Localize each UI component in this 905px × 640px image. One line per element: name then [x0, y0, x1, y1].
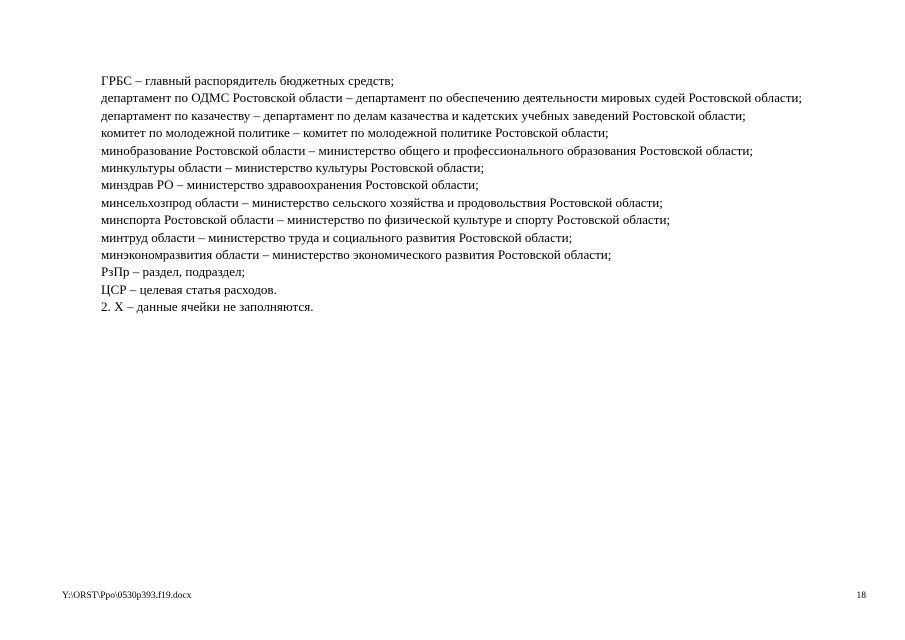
paragraph-grbs: ГРБС – главный распорядитель бюджетных средств; — [101, 73, 395, 88]
paragraph-rzpr: РзПр – раздел, подраздел; — [101, 264, 246, 280]
footer-page-number: 18 — [856, 591, 866, 601]
paragraph-minzdrav: минздрав РО – министерство здравоохранения Ростовской области; — [101, 177, 479, 193]
paragraph-minselkhozprod: минсельхозпрод области – министерство сельского хозяйства и продовольствия Ростовской области; — [101, 194, 663, 210]
paragraph-minsporta: минспорта Ростовской области – министерство по физической культуре и спорту Ростовской области; — [101, 212, 671, 228]
paragraph-odms: департамент по ОДМС Ростовской области – департамент по обеспечению деятельности мировых судей Ростовской области; — [101, 90, 803, 106]
footer-file-path: Y:\ORST\Ppo\0530p393.f19.docx — [62, 591, 192, 601]
paragraph-minobrazovanie: минобразование Ростовской области – министерство общего и профессионального образования Ростовской области; — [101, 142, 754, 158]
paragraph-kazachestvo: департамент по казачеству – департамент по делам казачества и кадетских учебных заведений Ростовской области; — [101, 107, 746, 123]
paragraph-mintrud: минтруд области – министерство труда и социального развития Ростовской области; — [101, 229, 573, 245]
paragraph-minkultury: минкультуры области – министерство культуры Ростовской области; — [101, 160, 485, 176]
paragraph-tsr: ЦСР – целевая статья расходов. — [101, 281, 277, 297]
document-body — [62, 72, 866, 316]
paragraph-youth-policy: комитет по молодежной политике – комитет по молодежной политике Ростовской области; — [101, 125, 609, 141]
paragraph-note-2: 2. Х – данные ячейки не заполняются. — [101, 299, 314, 315]
paragraph-minekonomrazvitiya: минэкономразвития области – министерство экономического развития Ростовской области; — [101, 247, 612, 263]
